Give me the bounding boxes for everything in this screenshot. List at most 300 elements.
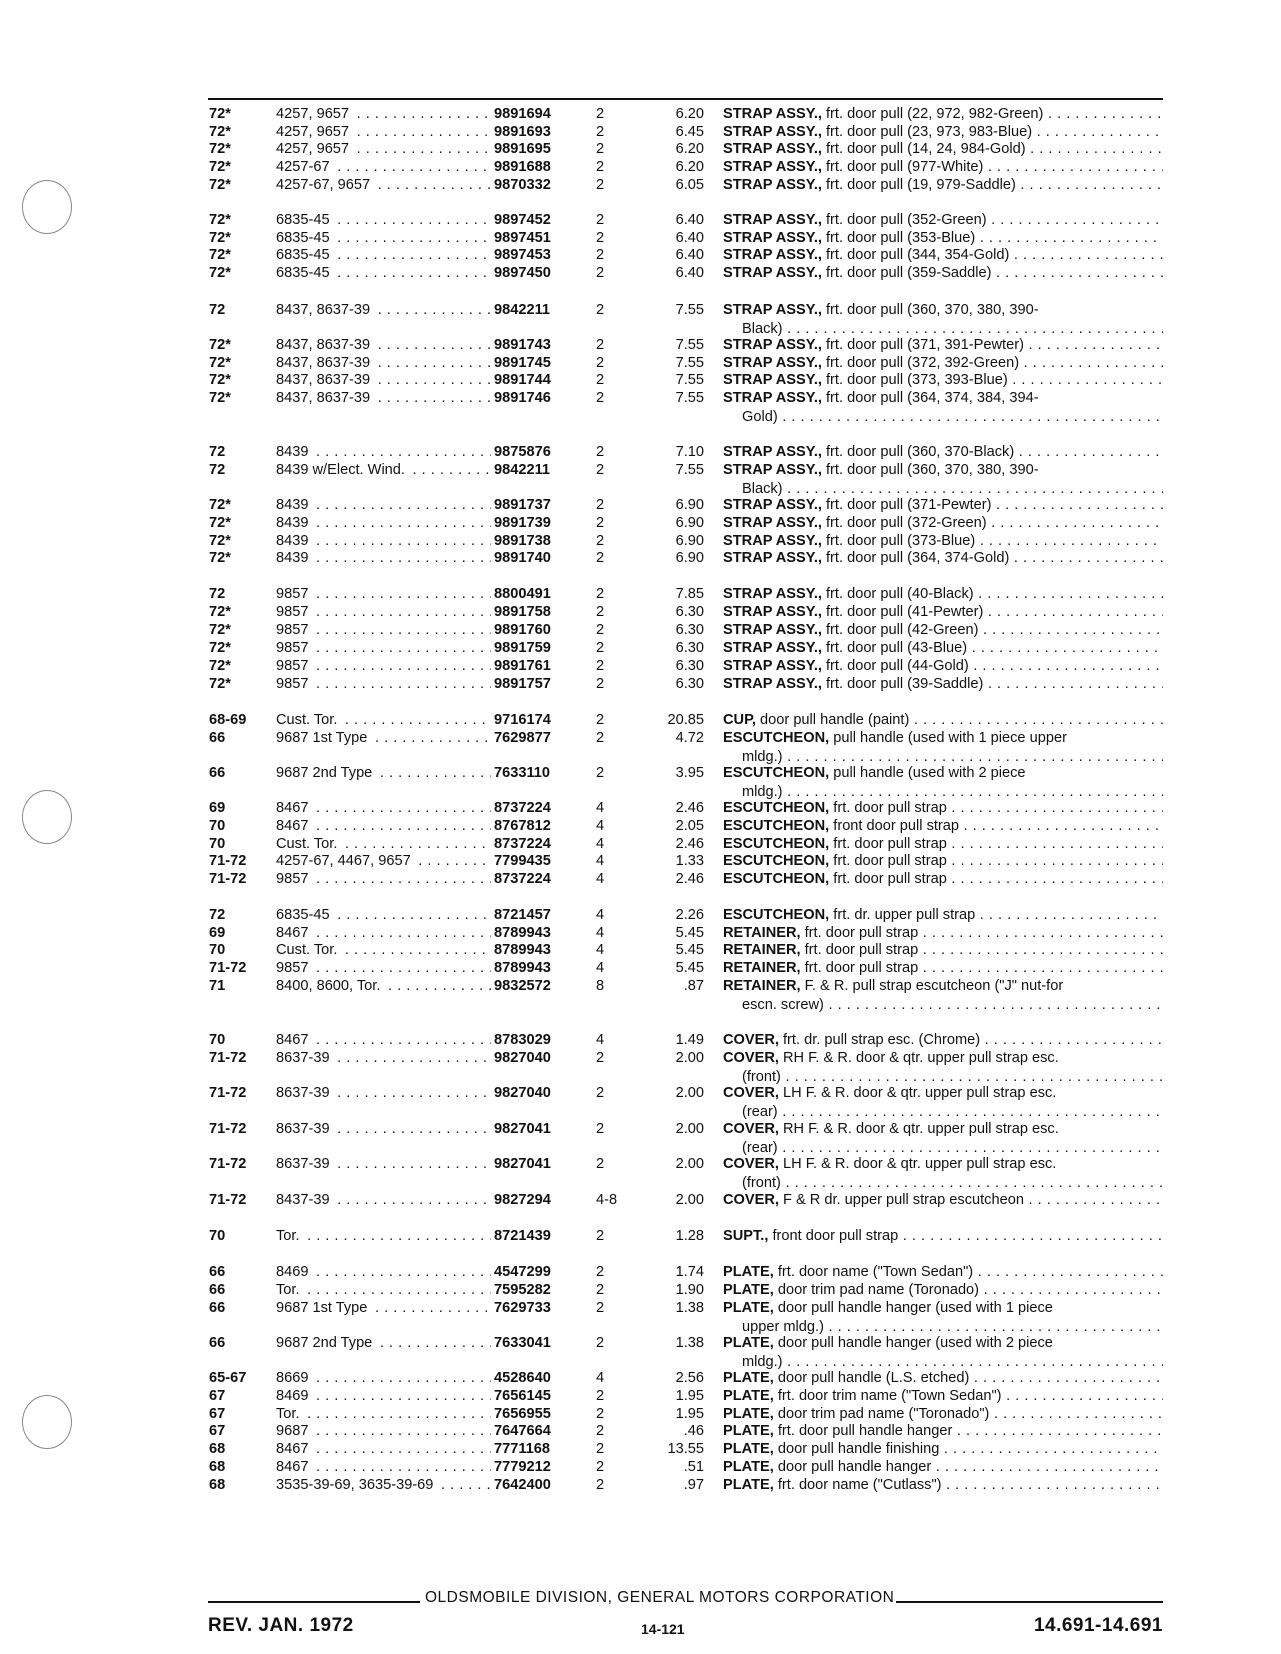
part-description: [723, 105, 1163, 124]
quantity: 2: [596, 1085, 605, 1101]
part-name: PLATE,: [723, 1406, 774, 1422]
part-description-continued: (front) . . .: [742, 1068, 1163, 1087]
model-number-text: 6835-45: [276, 265, 333, 281]
part-name: PLATE,: [723, 1264, 774, 1280]
model-number-text: 4257, 9657: [276, 106, 352, 122]
model-number-text: 9687 1st Type: [276, 730, 370, 746]
model-number-text: 9687 1st Type: [276, 1300, 370, 1316]
model-number-text: 6835-45: [276, 230, 333, 246]
part-number: 7595282: [494, 1282, 551, 1298]
model-year: 72*: [209, 355, 231, 371]
part-description-continued: escn. screw) . . .: [742, 996, 1163, 1015]
part-detail: frt. door pull (372-Green): [821, 515, 987, 531]
quantity: 4: [596, 1370, 605, 1386]
part-detail: frt. door pull strap: [800, 960, 919, 976]
part-description: [723, 246, 1163, 265]
model-number-text: 8467: [276, 1032, 311, 1048]
parts-row: [0, 443, 1281, 462]
quantity: 4: [596, 871, 605, 887]
part-number: 9891738: [494, 533, 551, 549]
price: 7.55: [675, 390, 704, 406]
parts-row: [0, 1263, 1281, 1282]
price: 6.90: [675, 550, 704, 566]
price: 1.95: [675, 1388, 704, 1404]
model-number: [276, 461, 491, 480]
model-number: [276, 1191, 491, 1210]
price: 2.46: [675, 871, 704, 887]
part-number: 9832572: [494, 978, 551, 994]
part-description: [723, 461, 1163, 480]
part-number: 7656145: [494, 1388, 551, 1404]
part-detail: frt. door pull (360, 370-Black): [821, 444, 1015, 460]
price: 2.00: [675, 1050, 704, 1066]
part-detail: LH F. & R. door & qtr. upper pull strap esc.: [778, 1085, 1057, 1101]
model-number: [276, 496, 491, 515]
model-number: [276, 1440, 491, 1459]
part-name: ESCUTCHEON,: [723, 765, 830, 781]
part-number: 7642400: [494, 1477, 551, 1493]
part-name: STRAP ASSY.,: [723, 141, 822, 157]
part-name: STRAP ASSY.,: [723, 550, 822, 566]
part-number: 9716174: [494, 712, 551, 728]
quantity: 2: [596, 1441, 605, 1457]
model-number: [276, 870, 491, 889]
page-footer: [208, 1585, 1163, 1645]
footer-rule-left: [208, 1601, 420, 1603]
model-year: 69: [209, 925, 226, 941]
model-number-text: 4257, 9657: [276, 124, 352, 140]
part-name: STRAP ASSY.,: [723, 247, 822, 263]
part-number: 9891693: [494, 124, 551, 140]
parts-row: [0, 264, 1281, 283]
model-number: [276, 211, 491, 230]
part-name: STRAP ASSY.,: [723, 515, 822, 531]
part-description-continued: Black) . . .: [742, 320, 1163, 339]
parts-row: [0, 336, 1281, 355]
price: 20.85: [667, 712, 704, 728]
price: 5.45: [675, 942, 704, 958]
part-detail: frt. door pull (39-Saddle): [821, 676, 984, 692]
model-year: 66: [209, 1282, 226, 1298]
part-number: 9875876: [494, 444, 551, 460]
part-detail: door pull handle finishing: [773, 1441, 940, 1457]
part-detail: frt. door pull (43-Blue): [821, 640, 968, 656]
model-number-text: 8439: [276, 444, 311, 460]
quantity: 2: [596, 1335, 605, 1351]
part-name: RETAINER,: [723, 960, 801, 976]
parts-row: [0, 799, 1281, 818]
model-year: 72: [209, 444, 226, 460]
quantity: 2: [596, 1050, 605, 1066]
model-number: [276, 711, 491, 730]
price: 2.56: [675, 1370, 704, 1386]
model-year: 72*: [209, 230, 231, 246]
model-year: 72*: [209, 497, 231, 513]
part-number: 9897451: [494, 230, 551, 246]
footer-rule-right: [888, 1601, 1163, 1603]
part-detail: F. & R. pull strap escutcheon ("J" nut-for: [800, 978, 1064, 994]
parts-row: [0, 1422, 1281, 1441]
model-year: 68: [209, 1441, 226, 1457]
model-year: 72*: [209, 622, 231, 638]
part-detail: frt. door pull (344, 354-Gold): [821, 247, 1010, 263]
part-name: ESCUTCHEON,: [723, 853, 830, 869]
parts-row: [0, 977, 1281, 1013]
model-year: 72*: [209, 676, 231, 692]
model-year: 69: [209, 800, 226, 816]
part-number: 9842211: [494, 462, 551, 478]
part-description: [723, 264, 1163, 283]
part-description: [723, 657, 1163, 676]
price: 6.90: [675, 533, 704, 549]
part-name: STRAP ASSY.,: [723, 302, 822, 318]
footer-page-number: 14-121: [641, 1621, 685, 1637]
model-number: [276, 443, 491, 462]
part-name: RETAINER,: [723, 925, 801, 941]
model-number: [276, 906, 491, 925]
part-description-continued: mldg.) . . .: [742, 783, 1163, 802]
part-name: STRAP ASSY.,: [723, 177, 822, 193]
model-number-text: 8439: [276, 515, 311, 531]
part-description: [723, 711, 1163, 730]
model-number: [276, 764, 491, 783]
price: 13.55: [667, 1441, 704, 1457]
part-number: 7629877: [494, 730, 551, 746]
part-detail: LH F. & R. door & qtr. upper pull strap esc.: [778, 1156, 1057, 1172]
model-number-text: Tor.: [276, 1228, 303, 1244]
model-year: 72*: [209, 658, 231, 674]
quantity: 4: [596, 836, 605, 852]
model-year: 65-67: [209, 1370, 247, 1386]
model-number: [276, 1031, 491, 1050]
part-name: PLATE,: [723, 1477, 774, 1493]
quantity: 2: [596, 265, 605, 281]
parts-row: [0, 657, 1281, 676]
parts-row: [0, 371, 1281, 390]
part-description: [723, 941, 1163, 960]
model-year: 72: [209, 302, 226, 318]
parts-row: [0, 246, 1281, 265]
model-number: [276, 371, 491, 390]
quantity: 2: [596, 550, 605, 566]
part-name: STRAP ASSY.,: [723, 390, 822, 406]
price: 3.95: [675, 765, 704, 781]
model-year: 70: [209, 1228, 226, 1244]
quantity: 2: [596, 1264, 605, 1280]
part-name: COVER,: [723, 1032, 779, 1048]
model-year: 71-72: [209, 1085, 247, 1101]
part-description: [723, 1369, 1163, 1388]
part-number: 8737224: [494, 836, 551, 852]
quantity: 2: [596, 106, 605, 122]
part-name: STRAP ASSY.,: [723, 265, 822, 281]
parts-row: [0, 1031, 1281, 1050]
model-number-text: 9687: [276, 1423, 311, 1439]
part-name: ESCUTCHEON,: [723, 836, 830, 852]
model-number: [276, 1263, 491, 1282]
part-number: 9897450: [494, 265, 551, 281]
price: 6.30: [675, 676, 704, 692]
part-number: 7779212: [494, 1459, 551, 1475]
model-year: 72*: [209, 550, 231, 566]
part-description: [723, 764, 1163, 783]
parts-row: [0, 1440, 1281, 1459]
part-detail: frt. door pull (14, 24, 984-Gold): [821, 141, 1026, 157]
part-description: [723, 1155, 1163, 1174]
part-number: 8737224: [494, 800, 551, 816]
model-number: [276, 639, 491, 658]
part-name: STRAP ASSY.,: [723, 372, 822, 388]
part-description: [723, 1263, 1163, 1282]
parts-row: [0, 675, 1281, 694]
quantity: 2: [596, 497, 605, 513]
price: 5.45: [675, 960, 704, 976]
model-number-text: 8439: [276, 497, 311, 513]
quantity: 2: [596, 622, 605, 638]
part-name: PLATE,: [723, 1388, 774, 1404]
part-description: [723, 870, 1163, 889]
model-number-text: 8469: [276, 1264, 311, 1280]
quantity: 2: [596, 1459, 605, 1475]
model-year: 67: [209, 1423, 226, 1439]
model-number: [276, 621, 491, 640]
part-number: 9891739: [494, 515, 551, 531]
part-number: 7629733: [494, 1300, 551, 1316]
price: 6.40: [675, 212, 704, 228]
model-year: 70: [209, 942, 226, 958]
part-name: RETAINER,: [723, 942, 801, 958]
part-detail: frt. door pull (364, 374, 384, 394-: [821, 390, 1039, 406]
price: 1.49: [675, 1032, 704, 1048]
part-name: STRAP ASSY.,: [723, 106, 822, 122]
price: 6.40: [675, 247, 704, 263]
model-year: 66: [209, 765, 226, 781]
part-detail: F & R dr. upper pull strap escutcheon: [778, 1192, 1024, 1208]
price: 1.28: [675, 1228, 704, 1244]
model-number-text: 8437, 8637-39: [276, 337, 373, 353]
part-detail: frt. door pull (42-Green): [821, 622, 979, 638]
parts-row: [0, 301, 1281, 337]
part-detail: front door pull strap: [829, 818, 960, 834]
model-number-text: 8439: [276, 550, 311, 566]
part-number: 8737224: [494, 871, 551, 887]
model-year: 72: [209, 907, 226, 923]
model-number: [276, 158, 491, 177]
model-year: 72*: [209, 177, 231, 193]
part-description: [723, 301, 1163, 320]
part-number: 4547299: [494, 1264, 551, 1280]
part-number: 9897453: [494, 247, 551, 263]
part-name: STRAP ASSY.,: [723, 640, 822, 656]
model-number-text: 8439: [276, 533, 311, 549]
quantity: 2: [596, 515, 605, 531]
part-name: PLATE,: [723, 1459, 774, 1475]
price: 6.30: [675, 622, 704, 638]
part-description: [723, 906, 1163, 925]
part-name: STRAP ASSY.,: [723, 124, 822, 140]
part-detail: pull handle (used with 2 piece: [829, 765, 1026, 781]
quantity: 2: [596, 658, 605, 674]
part-number: 9827041: [494, 1156, 551, 1172]
part-detail: frt. door pull (373-Blue): [821, 533, 976, 549]
part-detail: frt. door pull (19, 979-Saddle): [821, 177, 1016, 193]
part-detail: door pull handle hanger: [773, 1459, 932, 1475]
part-detail: frt. door pull strap: [829, 871, 947, 887]
price: .46: [683, 1423, 704, 1439]
part-description: [723, 1191, 1163, 1210]
part-description: [723, 496, 1163, 515]
parts-row: [0, 1281, 1281, 1300]
parts-row: [0, 621, 1281, 640]
model-number-text: 8637-39: [276, 1121, 333, 1137]
price: 6.20: [675, 106, 704, 122]
model-number: [276, 1369, 491, 1388]
model-number: [276, 336, 491, 355]
parts-row: [0, 105, 1281, 124]
price: 7.55: [675, 372, 704, 388]
model-number-text: 8437-39: [276, 1192, 333, 1208]
parts-row: [0, 585, 1281, 604]
price: 2.26: [675, 907, 704, 923]
model-number-text: 9857: [276, 640, 311, 656]
part-description: [723, 1031, 1163, 1050]
part-detail: door trim pad name ("Toronado"): [773, 1406, 990, 1422]
part-detail: frt. door pull (364, 374-Gold): [821, 550, 1010, 566]
part-description: [723, 336, 1163, 355]
model-number: [276, 1422, 491, 1441]
parts-row: [0, 1120, 1281, 1156]
part-number: 7633110: [494, 765, 551, 781]
parts-row: [0, 461, 1281, 497]
model-number: [276, 1476, 491, 1495]
part-number: 8767812: [494, 818, 551, 834]
part-detail: pull handle (used with 1 piece upper: [829, 730, 1067, 746]
quantity: 2: [596, 337, 605, 353]
part-name: STRAP ASSY.,: [723, 533, 822, 549]
part-detail: frt. door pull (40-Black): [821, 586, 974, 602]
parts-row: [0, 1191, 1281, 1210]
parts-row: [0, 764, 1281, 800]
quantity: 4: [596, 907, 605, 923]
quantity: 2: [596, 604, 605, 620]
part-detail: door pull handle hanger (used with 2 piece: [773, 1335, 1053, 1351]
model-number-text: Cust. Tor.: [276, 712, 340, 728]
quantity: 4: [596, 853, 605, 869]
part-detail: frt. door pull (371-Pewter): [821, 497, 992, 513]
model-year: 67: [209, 1388, 226, 1404]
part-number: 7633041: [494, 1335, 551, 1351]
parts-row: [0, 1387, 1281, 1406]
model-year: 72*: [209, 212, 231, 228]
model-year: 72: [209, 462, 226, 478]
model-year: 66: [209, 730, 226, 746]
model-year: 72*: [209, 640, 231, 656]
parts-row: [0, 140, 1281, 159]
part-name: STRAP ASSY.,: [723, 355, 822, 371]
model-year: 66: [209, 1300, 226, 1316]
model-number: [276, 301, 491, 320]
part-detail: frt. door trim name ("Town Sedan"): [773, 1388, 1002, 1404]
price: .97: [683, 1477, 704, 1493]
model-number-text: Tor.: [276, 1406, 303, 1422]
model-year: 72*: [209, 124, 231, 140]
part-name: CUP,: [723, 712, 756, 728]
part-number: 9827040: [494, 1085, 551, 1101]
model-number-text: 6835-45: [276, 212, 333, 228]
quantity: 2: [596, 177, 605, 193]
parts-row: [0, 389, 1281, 425]
part-description-continued: Gold) . . .: [742, 408, 1163, 427]
part-number: 9891694: [494, 106, 551, 122]
parts-row: [0, 1334, 1281, 1370]
quantity: 4: [596, 1032, 605, 1048]
parts-row: [0, 603, 1281, 622]
model-number: [276, 1049, 491, 1068]
model-number: [276, 389, 491, 408]
part-name: PLATE,: [723, 1282, 774, 1298]
quantity: 8: [596, 978, 605, 994]
model-number-text: 9857: [276, 604, 311, 620]
part-description: [723, 1334, 1163, 1353]
model-year: 70: [209, 1032, 226, 1048]
part-detail: frt. door pull (360, 370, 380, 390-: [821, 302, 1039, 318]
part-description: [723, 639, 1163, 658]
part-description: [723, 1387, 1163, 1406]
model-number: [276, 1458, 491, 1477]
part-detail: door pull handle (paint): [756, 712, 910, 728]
part-description-continued: mldg.) . . .: [742, 748, 1163, 767]
price: 2.46: [675, 836, 704, 852]
part-detail: frt. door pull strap: [829, 836, 947, 852]
part-description-continued: (front) . . .: [742, 1174, 1163, 1193]
part-detail: front door pull strap: [768, 1228, 899, 1244]
model-number-text: 8467: [276, 818, 311, 834]
model-number: [276, 799, 491, 818]
model-year: 72*: [209, 515, 231, 531]
part-number: 9891746: [494, 390, 551, 406]
model-number-text: 8637-39: [276, 1085, 333, 1101]
model-number: [276, 675, 491, 694]
part-number: 9891743: [494, 337, 551, 353]
price: 1.90: [675, 1282, 704, 1298]
parts-row: [0, 639, 1281, 658]
model-year: 70: [209, 818, 226, 834]
model-number: [276, 977, 491, 996]
part-name: STRAP ASSY.,: [723, 497, 822, 513]
part-description: [723, 1120, 1163, 1139]
part-name: STRAP ASSY.,: [723, 230, 822, 246]
part-number: 8789943: [494, 925, 551, 941]
model-year: 71-72: [209, 1121, 247, 1137]
part-number: 8800491: [494, 586, 551, 602]
quantity: 2: [596, 444, 605, 460]
model-year: 71-72: [209, 853, 247, 869]
part-number: 9891744: [494, 372, 551, 388]
part-description: [723, 959, 1163, 978]
parts-row: [0, 959, 1281, 978]
part-description: [723, 1299, 1163, 1318]
model-number-text: 8469: [276, 1388, 311, 1404]
model-year: 72*: [209, 390, 231, 406]
model-number-text: Cust. Tor.: [276, 942, 340, 958]
model-year: 71-72: [209, 871, 247, 887]
quantity: 2: [596, 1423, 605, 1439]
model-number: [276, 941, 491, 960]
part-number: 8789943: [494, 942, 551, 958]
quantity: 2: [596, 247, 605, 263]
part-detail: frt. door pull (371, 391-Pewter): [821, 337, 1024, 353]
model-number-text: 9857: [276, 960, 311, 976]
